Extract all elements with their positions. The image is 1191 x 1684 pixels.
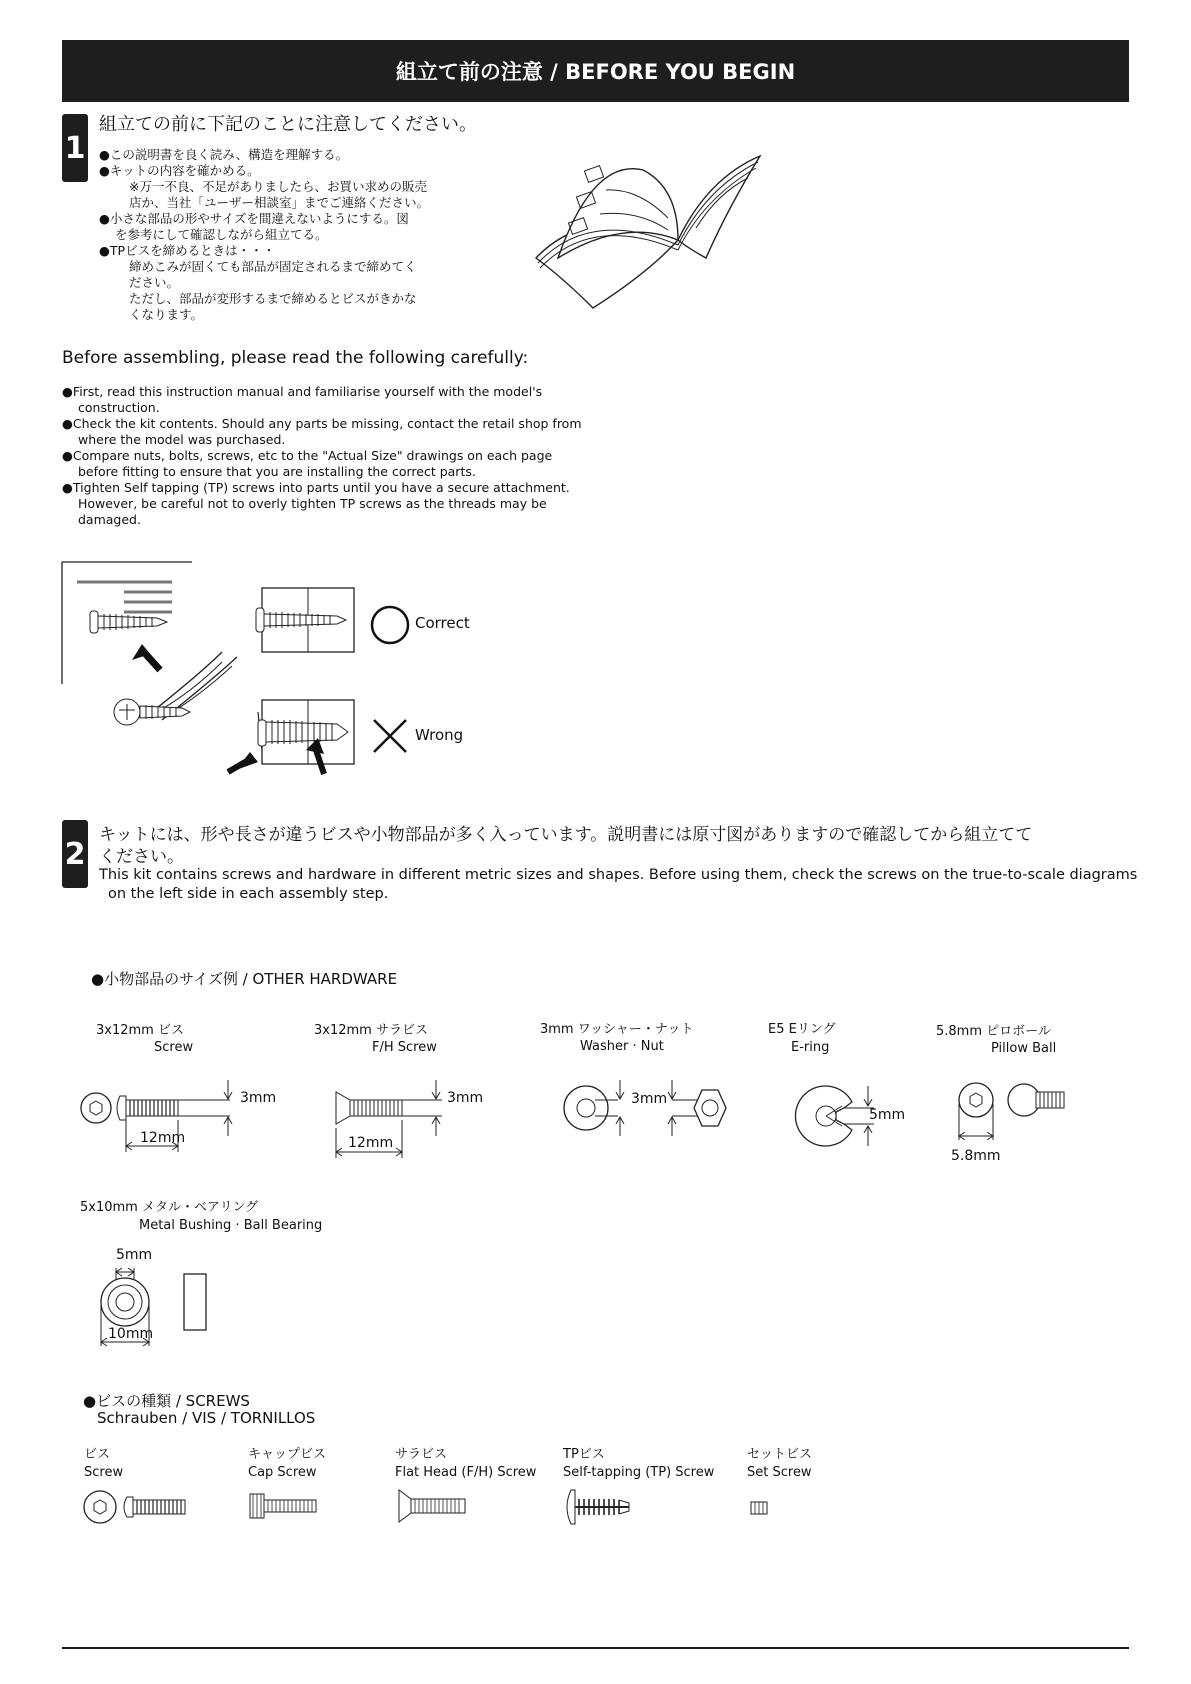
tp-screw-jp: TPビス xyxy=(563,1447,605,1462)
step1-en-heading: Before assembling, please read the following carefully: xyxy=(62,348,529,368)
hw-screw-dim1: 3mm xyxy=(240,1090,277,1106)
flat-head-screw-jp: サラビス xyxy=(395,1447,448,1462)
hw-pillow-ball-dim1: 5.8mm xyxy=(951,1148,1001,1164)
step-number-2: 2 xyxy=(62,820,88,888)
hw-bearing-en: Metal Bushing · Ball Bearing xyxy=(139,1218,323,1233)
step2-jp-line1: キットには、形や長さが違うビスや小物部品が多く入っています。説明書には原寸図がありますので確認してから組立てて xyxy=(99,825,1033,845)
hw-fh-screw-dim1: 3mm xyxy=(447,1090,484,1106)
jp-line: ●この説明書を良く読み、構造を理解する。 xyxy=(99,147,349,162)
manual-book-icon xyxy=(528,148,768,313)
step2-en-line1: This kit contains screws and hardware in different metric sizes and shapes. Before using them, check the screws on the true-to-scale diagrams xyxy=(99,867,1138,883)
jp-line: 店か、当社「ユーザー相談室」までご連絡ください。 xyxy=(129,195,430,210)
jp-line: を参考にして確認しながら組立てる。 xyxy=(115,227,328,242)
en-line: ●Check the kit contents. Should any parts be missing, contact the retail shop from xyxy=(62,416,582,431)
jp-line: ※万一不良、不足がありましたら、お買い求めの販売 xyxy=(129,179,427,194)
correct-label: Correct xyxy=(415,614,470,632)
hw-bearing-dim1: 5mm xyxy=(116,1247,153,1263)
screw-type-jp: ビス xyxy=(84,1447,111,1462)
hw-ering-dim1: 5mm xyxy=(869,1107,906,1123)
washer-nut-icon xyxy=(560,1078,730,1138)
hw-ering-en: E-ring xyxy=(791,1040,830,1055)
jp-line: くなります。 xyxy=(129,307,204,322)
hardware-heading: ●小物部品のサイズ例 / OTHER HARDWARE xyxy=(91,970,398,988)
hw-screw-en: Screw xyxy=(154,1040,194,1055)
screws-subheading: Schrauben / VIS / TORNILLOS xyxy=(97,1409,316,1427)
screw-type-icon xyxy=(83,1487,203,1527)
tp-screw-icon xyxy=(563,1488,638,1526)
hw-washer-nut-jp: 3mm ワッシャー・ナット xyxy=(540,1022,694,1037)
flat-head-screw-icon xyxy=(397,1488,472,1526)
cap-screw-jp: キャップビス xyxy=(248,1447,327,1462)
jp-line: ただし、部品が変形するまで締めるとビスがきかな xyxy=(129,291,417,306)
screw-type-en: Screw xyxy=(84,1465,124,1480)
pillow-ball-icon xyxy=(950,1080,1080,1150)
hw-fh-screw-jp: 3x12mm サラビス xyxy=(314,1023,428,1038)
wrong-cross-icon xyxy=(372,718,408,754)
screw-3x12-icon xyxy=(80,1078,240,1158)
hw-washer-nut-dim1: 3mm xyxy=(631,1091,668,1107)
hw-pillow-ball-jp: 5.8mm ピロボール xyxy=(936,1024,1051,1039)
footer-divider xyxy=(62,1647,1129,1649)
jp-line: ●TPビスを締めるときは・・・ xyxy=(99,243,276,258)
en-line: damaged. xyxy=(78,512,141,527)
hw-bearing-dim2: 10mm xyxy=(108,1326,154,1342)
tp-screw-en: Self-tapping (TP) Screw xyxy=(563,1465,715,1480)
en-line: ●First, read this instruction manual and familiarise yourself with the model's xyxy=(62,384,543,399)
cap-screw-en: Cap Screw xyxy=(248,1465,317,1480)
step2-en-line2: on the left side in each assembly step. xyxy=(108,886,389,902)
hw-bearing-jp: 5x10mm メタル・ベアリング xyxy=(80,1200,259,1215)
correct-circle-icon xyxy=(370,605,410,645)
flat-head-screw-en: Flat Head (F/H) Screw xyxy=(395,1465,537,1480)
set-screw-en: Set Screw xyxy=(747,1465,812,1480)
hw-fh-screw-en: F/H Screw xyxy=(372,1040,437,1055)
hw-fh-screw-dim2: 12mm xyxy=(348,1135,394,1151)
en-line: However, be careful not to overly tighten TP screws as the threads may be xyxy=(78,496,547,511)
hw-pillow-ball-en: Pillow Ball xyxy=(991,1041,1057,1056)
tp-screw-illustration xyxy=(62,562,362,777)
en-line: where the model was purchased. xyxy=(78,432,286,447)
en-line: ●Tighten Self tapping (TP) screws into parts until you have a secure attachment. xyxy=(62,480,570,495)
jp-line: ださい。 xyxy=(129,275,180,290)
jp-line: 締めこみが固くても部品が固定されるまで締めてく xyxy=(129,259,417,274)
hw-screw-jp: 3x12mm ビス xyxy=(96,1023,184,1038)
step1-jp-list xyxy=(99,147,429,323)
page-title: 組立て前の注意 / BEFORE YOU BEGIN xyxy=(395,60,796,84)
jp-line: ●小さな部品の形やサイズを間違えないようにする。図 xyxy=(99,211,409,226)
set-screw-jp: セットビス xyxy=(747,1447,813,1462)
screws-heading: ●ビスの種類 / SCREWS xyxy=(83,1392,250,1410)
en-line: before fitting to ensure that you are installing the correct parts. xyxy=(78,464,476,479)
jp-line: ●キットの内容を確かめる。 xyxy=(99,163,260,178)
page-header xyxy=(62,40,1129,102)
step-number-1: 1 xyxy=(62,114,88,182)
cap-screw-icon xyxy=(248,1492,323,1522)
set-screw-icon xyxy=(749,1500,771,1516)
en-line: ●Compare nuts, bolts, screws, etc to the "Actual Size" drawings on each page xyxy=(62,448,553,463)
step1-jp-heading: 組立ての前に下記のことに注意してください。 xyxy=(99,114,477,135)
wrong-label: Wrong xyxy=(415,726,464,744)
hw-washer-nut-en: Washer · Nut xyxy=(580,1039,664,1054)
step2-jp-line2: ください。 xyxy=(99,847,184,867)
en-line: construction. xyxy=(78,400,160,415)
step1-en-list xyxy=(62,384,582,528)
hw-screw-dim2: 12mm xyxy=(140,1130,186,1146)
hw-ering-jp: E5 Eリング xyxy=(768,1022,836,1037)
